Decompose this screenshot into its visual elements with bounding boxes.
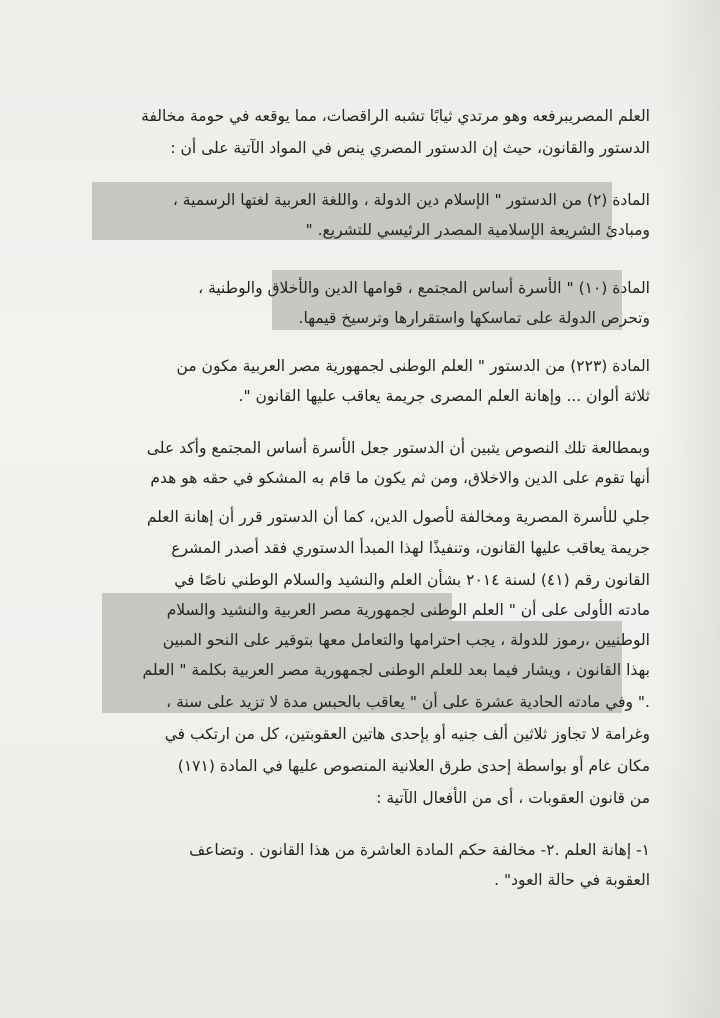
text-line-18: وغرامة لا تجاوز ثلاثين ألف جنيه أو بإحدى هاتين العقوبتين، كل من ارتكب في bbox=[164, 725, 650, 743]
text-line-6: وتحرص الدولة على تماسكها واستقرارها وترسيخ قيمها. bbox=[298, 309, 650, 327]
text-line-20: من قانون العقوبات ، أى من الأفعال الآتية : bbox=[376, 789, 650, 807]
text-line-8: ثلاثة ألوان ... وإهانة العلم المصرى جريمة يعاقب عليها القانون ". bbox=[238, 387, 650, 405]
text-line-7: المادة (٢٢٣) من الدستور " العلم الوطنى لجمهورية مصر العربية مكون من bbox=[176, 357, 650, 375]
text-line-22: العقوبة في حالة العود" . bbox=[494, 871, 650, 889]
text-line-11: جلي للأسرة المصرية ومخالفة لأصول الدين، كما أن الدستور قرر أن إهانة العلم bbox=[146, 508, 650, 526]
text-line-2: الدستور والقانون، حيث إن الدستور المصري ينص في المواد الآتية على أن : bbox=[170, 139, 650, 157]
text-line-14: مادته الأولى على أن " العلم الوطنى لجمهورية مصر العربية والنشيد والسلام bbox=[166, 601, 650, 619]
text-line-16: بهذا القانون ، ويشار فيما بعد للعلم الوطنى لجمهورية مصر العربية بكلمة " العلم bbox=[142, 661, 650, 679]
text-line-1: العلم المصريبرفعه وهو مرتدي ثيابًا تشبه الراقصات، مما يوقعه في حومة مخالفة bbox=[141, 107, 650, 125]
text-line-5: المادة (١٠) " الأسرة أساس المجتمع ، قوامها الدين والأخلاق والوطنية ، bbox=[198, 279, 650, 297]
scan-shadow bbox=[660, 0, 720, 1018]
text-line-12: جريمة يعاقب عليها القانون، وتنفيذًا لهذا المبدأ الدستوري فقد أصدر المشرع bbox=[171, 539, 650, 557]
text-line-10: أنها تقوم على الدين والاخلاق، ومن ثم يكون ما قام به المشكو في حقه هو هدم bbox=[150, 469, 650, 487]
text-line-9: وبمطالعة تلك النصوص يتبين أن الدستور جعل الأسرة أساس المجتمع وأكد على bbox=[146, 439, 650, 457]
text-line-13: القانون رقم (٤١) لسنة ٢٠١٤ بشأن العلم والنشيد والسلام الوطني ناصًا في bbox=[174, 571, 650, 589]
text-line-15: الوطنيين ،رموز للدولة ، يجب احترامها والتعامل معها بتوقير على النحو المبين bbox=[162, 631, 650, 649]
text-line-17: ." وفي مادته الحادية عشرة على أن " يعاقب بالحبس مدة لا تزيد على سنة ، bbox=[166, 693, 650, 711]
text-line-3: المادة (٢) من الدستور " الإسلام دين الدولة ، واللغة العربية لغتها الرسمية ، bbox=[172, 191, 650, 209]
text-line-19: مكان عام أو بواسطة إحدى طرق العلانية المنصوص عليها في المادة (١٧١) bbox=[177, 757, 650, 775]
text-line-21: ١- إهانة العلم .٢- مخالفة حكم المادة العاشرة من هذا القانون . وتضاعف bbox=[189, 841, 650, 859]
text-line-4: ومبادئ الشريعة الإسلامية المصدر الرئيسي للتشريع. " bbox=[305, 221, 650, 239]
